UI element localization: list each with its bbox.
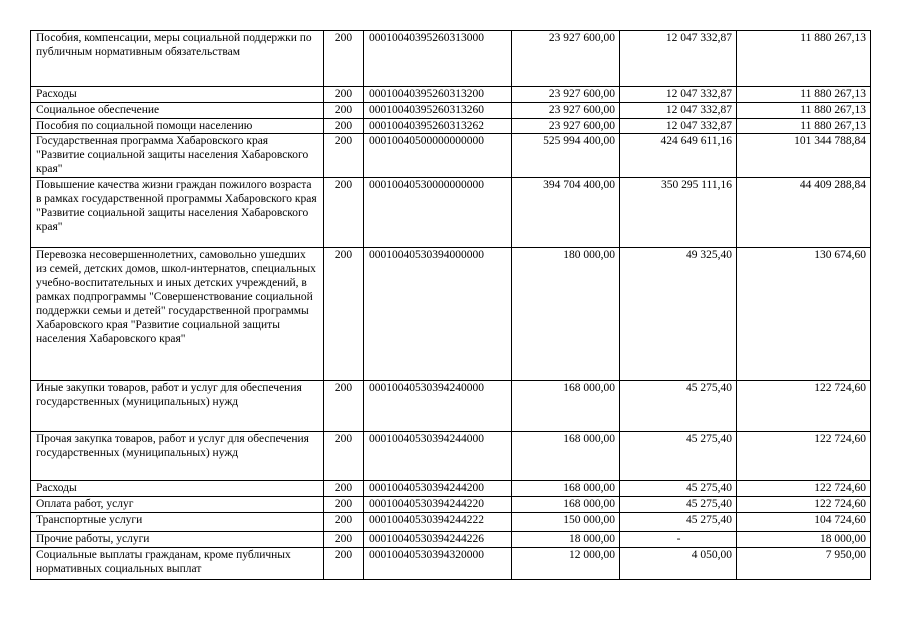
row-unexecuted-cell: 11 880 267,13	[737, 119, 871, 134]
row-approved-cell: 168 000,00	[512, 432, 620, 481]
row-code-cell: 200	[324, 432, 364, 481]
row-kbk-cell: 00010040395260313260	[364, 103, 512, 119]
table-row	[31, 31, 871, 87]
row-code-cell: 200	[324, 178, 364, 248]
row-kbk-cell: 00010040530394244222	[364, 513, 512, 532]
row-approved-cell: 23 927 600,00	[512, 103, 620, 119]
row-unexecuted-cell: 104 724,60	[737, 513, 871, 532]
row-executed-cell: 49 325,40	[620, 248, 737, 381]
table-row	[31, 497, 871, 513]
row-kbk-cell: 00010040395260313000	[364, 31, 512, 87]
row-executed-cell: 12 047 332,87	[620, 103, 737, 119]
row-code-cell: 200	[324, 481, 364, 497]
table-row	[31, 481, 871, 497]
row-executed-cell: 4 050,00	[620, 548, 737, 580]
row-name-cell: Транспортные услуги	[31, 513, 324, 532]
row-approved-cell: 18 000,00	[512, 532, 620, 548]
row-name-cell: Социальные выплаты гражданам, кроме публичных нормативных социальных выплат	[31, 548, 324, 580]
table-row	[31, 532, 871, 548]
row-name-cell: Государственная программа Хабаровского края "Развитие социальной защиты населения Хабаровского края"	[31, 134, 324, 178]
table-row	[31, 87, 871, 103]
row-approved-cell: 23 927 600,00	[512, 119, 620, 134]
row-name-cell: Прочие работы, услуги	[31, 532, 324, 548]
row-kbk-cell: 00010040530394244200	[364, 481, 512, 497]
row-unexecuted-cell: 122 724,60	[737, 432, 871, 481]
row-unexecuted-cell: 11 880 267,13	[737, 103, 871, 119]
table-row	[31, 548, 871, 580]
budget-execution-table	[30, 30, 871, 580]
row-kbk-cell: 00010040395260313200	[364, 87, 512, 103]
row-approved-cell: 525 994 400,00	[512, 134, 620, 178]
row-code-cell: 200	[324, 103, 364, 119]
table-row	[31, 103, 871, 119]
row-approved-cell: 180 000,00	[512, 248, 620, 381]
row-unexecuted-cell: 11 880 267,13	[737, 31, 871, 87]
row-kbk-cell: 00010040500000000000	[364, 134, 512, 178]
row-code-cell: 200	[324, 119, 364, 134]
row-kbk-cell: 00010040530000000000	[364, 178, 512, 248]
row-unexecuted-cell: 122 724,60	[737, 497, 871, 513]
row-unexecuted-cell: 11 880 267,13	[737, 87, 871, 103]
row-name-cell: Пособия по социальной помощи населению	[31, 119, 324, 134]
row-name-cell: Расходы	[31, 87, 324, 103]
table-row	[31, 432, 871, 481]
row-code-cell: 200	[324, 532, 364, 548]
row-name-cell: Прочая закупка товаров, работ и услуг для обеспечения государственных (муниципальных) нужд	[31, 432, 324, 481]
row-name-cell: Иные закупки товаров, работ и услуг для обеспечения государственных (муниципальных) нужд	[31, 381, 324, 432]
row-executed-cell: 45 275,40	[620, 513, 737, 532]
table-row	[31, 381, 871, 432]
row-approved-cell: 150 000,00	[512, 513, 620, 532]
row-kbk-cell: 00010040530394244226	[364, 532, 512, 548]
row-unexecuted-cell: 44 409 288,84	[737, 178, 871, 248]
table-body	[31, 31, 871, 580]
row-code-cell: 200	[324, 381, 364, 432]
table-row	[31, 119, 871, 134]
row-code-cell: 200	[324, 248, 364, 381]
row-approved-cell: 23 927 600,00	[512, 87, 620, 103]
row-executed-cell: 12 047 332,87	[620, 31, 737, 87]
row-code-cell: 200	[324, 134, 364, 178]
row-executed-cell: -	[620, 532, 737, 548]
row-approved-cell: 168 000,00	[512, 497, 620, 513]
row-unexecuted-cell: 7 950,00	[737, 548, 871, 580]
row-name-cell: Повышение качества жизни граждан пожилого возраста в рамках государственной программы Хабаровского края "Развитие социальной защиты населения Хабаровского края"	[31, 178, 324, 248]
row-kbk-cell: 00010040530394244220	[364, 497, 512, 513]
table-row	[31, 134, 871, 178]
table-row	[31, 513, 871, 532]
row-executed-cell: 12 047 332,87	[620, 87, 737, 103]
row-name-cell: Пособия, компенсации, меры социальной поддержки по публичным нормативным обязательствам	[31, 31, 324, 87]
row-executed-cell: 45 275,40	[620, 381, 737, 432]
row-code-cell: 200	[324, 497, 364, 513]
row-kbk-cell: 00010040395260313262	[364, 119, 512, 134]
row-executed-cell: 12 047 332,87	[620, 119, 737, 134]
row-executed-cell: 45 275,40	[620, 497, 737, 513]
row-kbk-cell: 00010040530394320000	[364, 548, 512, 580]
row-approved-cell: 168 000,00	[512, 381, 620, 432]
row-unexecuted-cell: 122 724,60	[737, 481, 871, 497]
table-row	[31, 248, 871, 381]
row-approved-cell: 394 704 400,00	[512, 178, 620, 248]
row-executed-cell: 45 275,40	[620, 432, 737, 481]
table-row	[31, 178, 871, 248]
row-kbk-cell: 00010040530394244000	[364, 432, 512, 481]
row-unexecuted-cell: 122 724,60	[737, 381, 871, 432]
row-name-cell: Оплата работ, услуг	[31, 497, 324, 513]
row-name-cell: Расходы	[31, 481, 324, 497]
row-name-cell: Социальное обеспечение	[31, 103, 324, 119]
row-code-cell: 200	[324, 548, 364, 580]
row-approved-cell: 12 000,00	[512, 548, 620, 580]
row-code-cell: 200	[324, 513, 364, 532]
row-kbk-cell: 00010040530394240000	[364, 381, 512, 432]
row-approved-cell: 23 927 600,00	[512, 31, 620, 87]
row-executed-cell: 350 295 111,16	[620, 178, 737, 248]
row-code-cell: 200	[324, 31, 364, 87]
row-unexecuted-cell: 130 674,60	[737, 248, 871, 381]
row-executed-cell: 45 275,40	[620, 481, 737, 497]
row-approved-cell: 168 000,00	[512, 481, 620, 497]
row-executed-cell: 424 649 611,16	[620, 134, 737, 178]
row-unexecuted-cell: 18 000,00	[737, 532, 871, 548]
row-code-cell: 200	[324, 87, 364, 103]
row-unexecuted-cell: 101 344 788,84	[737, 134, 871, 178]
row-kbk-cell: 00010040530394000000	[364, 248, 512, 381]
row-name-cell: Перевозка несовершеннолетних, самовольно ушедших из семей, детских домов, школ-интернатов, специальных учебно-воспитательных и иных детских учреждений, в рамках подпрограммы "Совершенствование социальной поддержки семьи и детей" государственной программы Хабаровского края "Развитие социальной защиты населения Хабаровского края"	[31, 248, 324, 381]
